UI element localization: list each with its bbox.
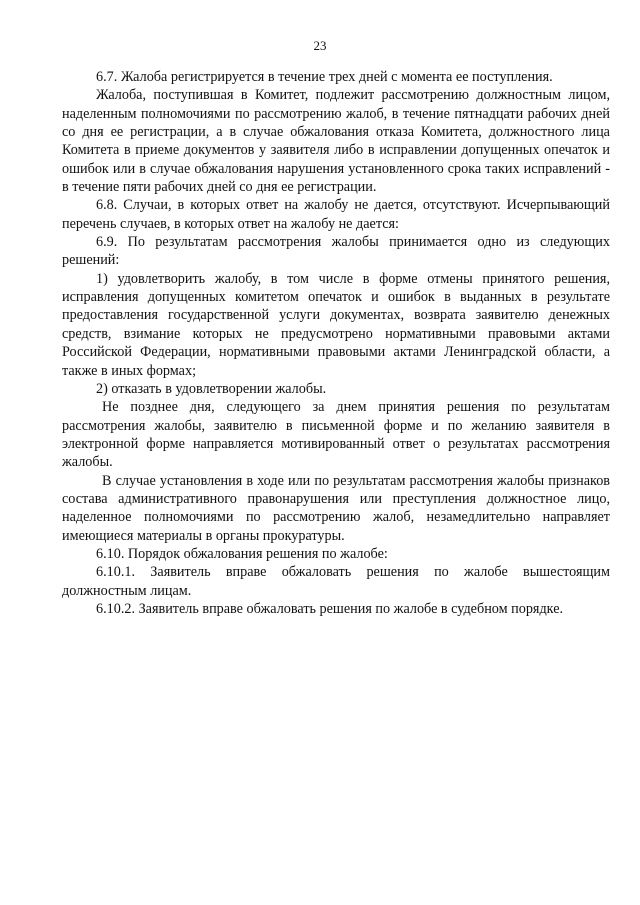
paragraph-6-10-2: 6.10.2. Заявитель вправе обжаловать решения по жалобе в судебном порядке. (96, 600, 564, 617)
paragraph-6-7: 6.7. Жалоба регистрируется в течение трех дней с момента ее поступления. (96, 69, 553, 85)
paragraph-6-8: 6.8. Случаи, в которых ответ на жалобу не дается, отсутствуют. Исчерпывающий перечень случаев, в которых ответ на жалобу не дается: (62, 197, 610, 232)
paragraph-6-9: 6.9. По результатам рассмотрения жалобы принимается одно из следующих решений: (62, 234, 610, 269)
paragraph-decision-1: 1) удовлетворить жалобу, в том числе в форме отмены принятого решения, исправления допущенных комитетом опечаток и ошибок в выданных в результате предоставления государственной услуги документах, возврата заявителю денежных средств, взимание которых не предусмотрено нормативными правовыми актами Российской Федерации, нормативными правовыми актами Ленинградской области, а также в иных формах; (62, 270, 610, 379)
page-number: 23 (313, 38, 327, 53)
paragraph-response-deadline: Не позднее дня, следующего за днем принятия решения по результатам рассмотрения жалобы, заявителю в письменной форме и по желанию заявителя в электронной форме направляется мотивированный ответ о результатах рассмотрения жалобы. (62, 399, 610, 471)
paragraph-decision-2: 2) отказать в удовлетворении жалобы. (96, 380, 327, 397)
paragraph-complaint-review: Жалоба, поступившая в Комитет, подлежит рассмотрению должностным лицом, наделенным полномочиями по рассмотрению жалоб, в течение пятнадцати рабочих дней со дня ее регистрации, а в случае обжалования отказа Комитета, должностного лица Комитета в приеме документов у заявителя либо в исправлении допущенных опечаток и ошибок или в случае обжалования нарушения установленного срока таких исправлений - в течение пяти рабочих дней со дня ее регистрации. (62, 87, 610, 196)
paragraph-6-10-1: 6.10.1. Заявитель вправе обжаловать решения по жалобе вышестоящим должностным лицам. (62, 564, 610, 599)
paragraph-6-10: 6.10. Порядок обжалования решения по жалобе: (96, 545, 388, 562)
document-body (62, 68, 610, 618)
paragraph-violation-evidence: В случае установления в ходе или по результатам рассмотрения жалобы признаков состава административного правонарушения или преступления должностное лицо, наделенное полномочиями по рассмотрению жалоб, незамедлительно направляет имеющиеся материалы в органы прокуратуры. (62, 472, 610, 544)
